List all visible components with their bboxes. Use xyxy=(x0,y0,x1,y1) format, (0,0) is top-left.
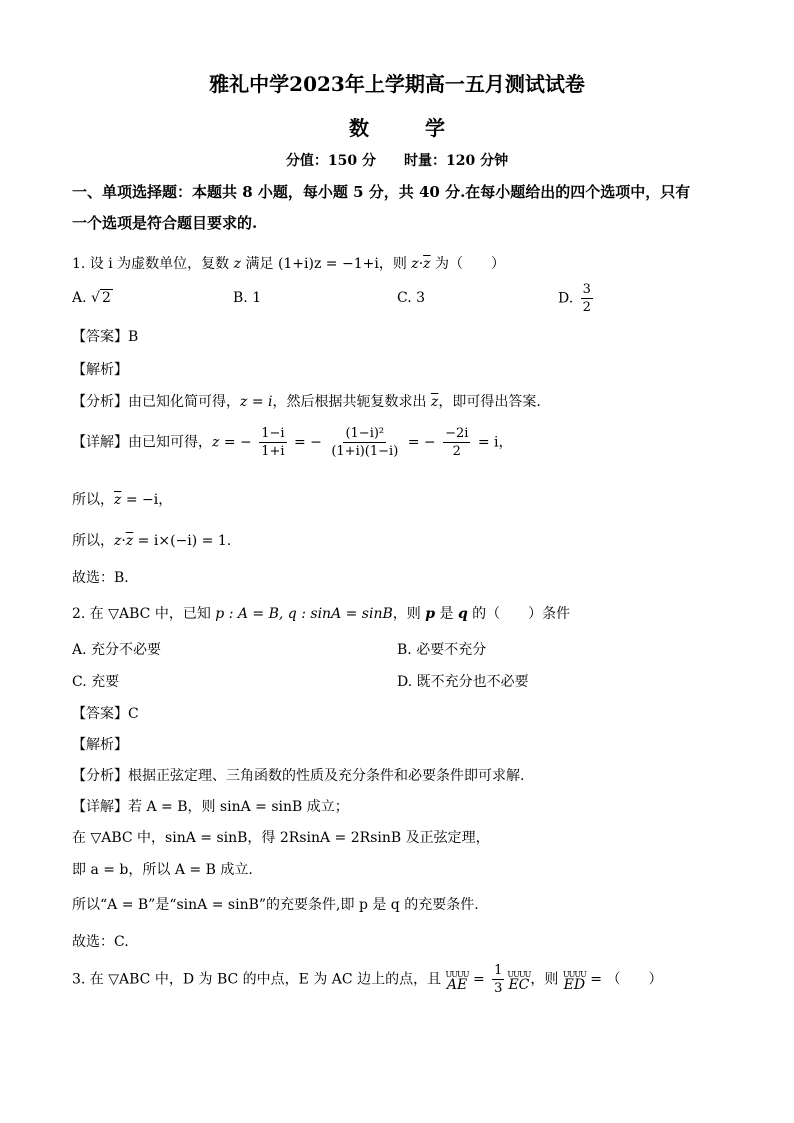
q1-so-2: 所以，$z\cdot\overline{z} = i\times(-i) = 1$. xyxy=(72,533,232,549)
q1-detail: 【详解】由已知可得，z = − $\frac{1-i}{1+i}$ = − $\frac{\text{(1−i)²}}{(1+i)(1-i)}$ = − $\frac{-2i}{2}$ = i， xyxy=(72,426,513,459)
q1-fenxi: 【分析】由已知化简可得，z = i，然后根据共轭复数求出 $\overline{z}$，即可得出答案. xyxy=(72,394,541,410)
q2-detail-3: 即 a = b，所以 A = B 成立. xyxy=(72,862,253,878)
exam-meta xyxy=(0,150,794,170)
q1-so-1: 所以，$\overline{z} = -i$， xyxy=(72,492,173,508)
q1-option-a: A. √ 2 xyxy=(72,290,111,306)
q1-stem: 1. 设 i 为虚数单位，复数 z 满足 (1+i)z = −1+i，则 $z\cdot\overline{z}$ 为（ ） xyxy=(72,256,505,272)
q2-choose: 故选：C. xyxy=(72,934,129,950)
q2-detail: 【详解】若 A = B，则 sinA = sinB 成立； xyxy=(72,799,349,815)
q2-analysis-tag: 【解析】 xyxy=(72,737,128,753)
q2-option-d: D. 既不充分也不必要 xyxy=(397,674,529,690)
q2-detail-4: 所以“A = B”是“sinA = sinB”的充要条件,即 p 是 q 的充要条件. xyxy=(72,897,479,913)
q1-option-c: C. 3 xyxy=(397,290,426,306)
answer-tag: 【答案】 xyxy=(72,329,128,345)
q1-equation: (1+i)z = −1+i xyxy=(277,256,379,272)
time-label: 时量：120 分钟 xyxy=(404,153,509,169)
q2-answer: 【答案】C xyxy=(72,706,139,722)
q2-stem: 2. 在 ▽ABC 中，已知 p : A = B, q : sinA = sinB，则 p 是 q 的（ ）条件 xyxy=(72,606,571,622)
q3-stem: 3. 在 ▽ABC 中，D 为 BC 的中点，E 为 AC 边上的点，且 UUUU AE = $\frac{1}{3}$ UUUU EC ，则 UUUU ED = （ ） xyxy=(72,963,663,996)
vector-ae: UUUU AE xyxy=(445,969,469,993)
q2-option-c: C. 充要 xyxy=(72,674,120,690)
q2-detail-2: 在 ▽ABC 中，sinA = sinB，得 2RsinA = 2RsinB 及正弦定理， xyxy=(72,830,490,846)
score-label: 分值：150 分 xyxy=(285,153,376,169)
q2-option-b: B. 必要不充分 xyxy=(397,642,487,658)
subject-title: 数 学 xyxy=(349,116,463,140)
q1-choose: 故选：B. xyxy=(72,570,129,586)
q1-option-d: D. $\frac{3}{2}$ xyxy=(558,282,591,315)
vector-ed: UUUU ED xyxy=(562,969,586,993)
exam-title: 雅礼中学2023年上学期高一五月测试试卷 xyxy=(209,72,585,96)
q1-option-b: B. 1 xyxy=(233,290,262,306)
q1-analysis-tag: 【解析】 xyxy=(72,362,128,378)
section-heading-line2: 一个选项是符合题目要求的. xyxy=(72,214,258,232)
q1-answer: 【答案】B xyxy=(72,329,139,345)
q2-option-a: A. 充分不必要 xyxy=(72,642,162,658)
section-heading-line1: 一、单项选择题：本题共 8 小题，每小题 5 分，共 40 分.在每小题给出的四个选项中，只有 xyxy=(72,183,691,201)
q2-fenxi: 【分析】根据正弦定理、三角函数的性质及充分条件和必要条件即可求解. xyxy=(72,768,525,784)
vector-ec: UUUU EC xyxy=(507,969,531,993)
